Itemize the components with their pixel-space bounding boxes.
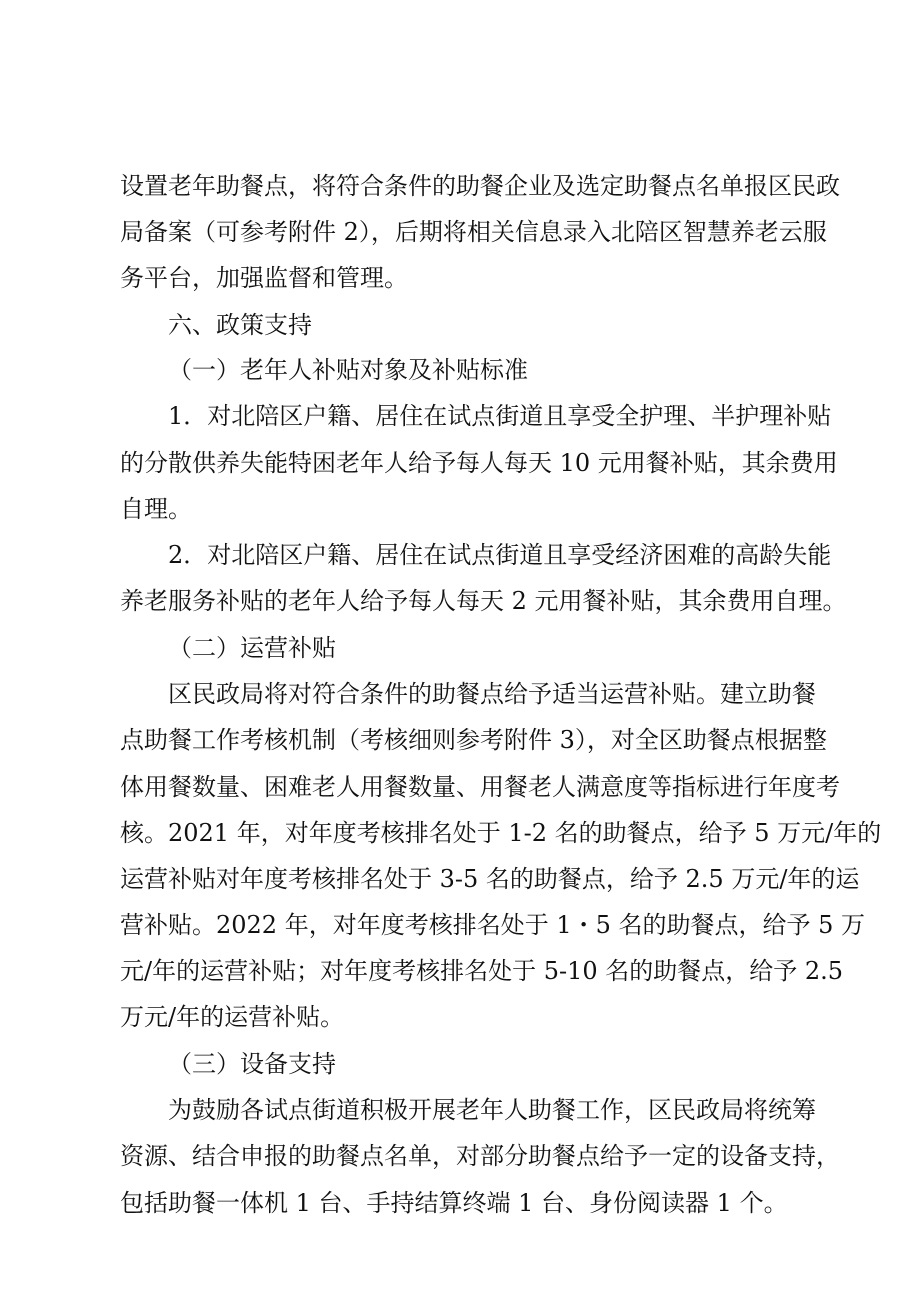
section-six-heading: 六、政策支持 xyxy=(168,311,312,339)
sub-three-line-2: 资源、结合申报的助餐点名单，对部分助餐点给予一定的设备支持， xyxy=(120,1142,840,1170)
item1-line-1: 1．对北陪区户籍、居住在试点街道且享受全护理、半护理补贴 xyxy=(168,402,832,430)
sub-two-line-6: 营补贴。2022 年，对年度考核排名处于 1・5 名的助餐点，给予 5 万 xyxy=(120,911,866,939)
sub-two-line-1: 区民政局将对符合条件的助餐点给予适当运营补贴。建立助餐 xyxy=(168,680,816,708)
sub-two-line-4: 核。2021 年，对年度考核排名处于 1-2 名的助餐点，给予 5 万元/年的 xyxy=(120,819,882,847)
intro-line-2: 局备案（可参考附件 2），后期将相关信息录入北陪区智慧养老云服 xyxy=(120,218,827,246)
sub-two-line-8: 万元/年的运营补贴。 xyxy=(120,1003,345,1031)
sub-two-heading: （二）运营补贴 xyxy=(168,634,336,662)
sub-three-heading: （三）设备支持 xyxy=(168,1050,336,1078)
sub-three-line-1: 为鼓励各试点街道积极开展老年人助餐工作，区民政局将统筹 xyxy=(168,1096,816,1124)
sub-two-line-2: 点助餐工作考核机制（考核细则参考附件 3），对全区助餐点根据整 xyxy=(120,726,827,754)
item2-line-2: 养老服务补贴的老年人给予每人每天 2 元用餐补贴，其余费用自理。 xyxy=(120,587,847,615)
sub-two-line-5: 运营补贴对年度考核排名处于 3-5 名的助餐点，给予 2.5 万元/年的运 xyxy=(120,865,860,893)
sub-one-heading: （一）老年人补贴对象及补贴标准 xyxy=(168,356,528,384)
intro-line-3: 务平台，加强监督和管理。 xyxy=(120,264,408,292)
item1-line-2: 的分散供养失能特困老年人给予每人每天 10 元用餐补贴，其余费用 xyxy=(120,449,838,477)
item1-line-3: 自理。 xyxy=(120,495,192,523)
item2-line-1: 2．对北陪区户籍、居住在试点街道且享受经济困难的高龄失能 xyxy=(168,541,832,569)
intro-line-1: 设置老年助餐点，将符合条件的助餐企业及选定助餐点名单报区民政 xyxy=(120,172,840,200)
sub-two-line-7: 元/年的运营补贴；对年度考核排名处于 5-10 名的助餐点，给予 2.5 xyxy=(120,957,844,985)
sub-three-line-3: 包括助餐一体机 1 台、手持结算终端 1 台、身份阅读器 1 个。 xyxy=(120,1189,788,1217)
sub-two-line-3: 体用餐数量、困难老人用餐数量、用餐老人满意度等指标进行年度考 xyxy=(120,773,840,801)
